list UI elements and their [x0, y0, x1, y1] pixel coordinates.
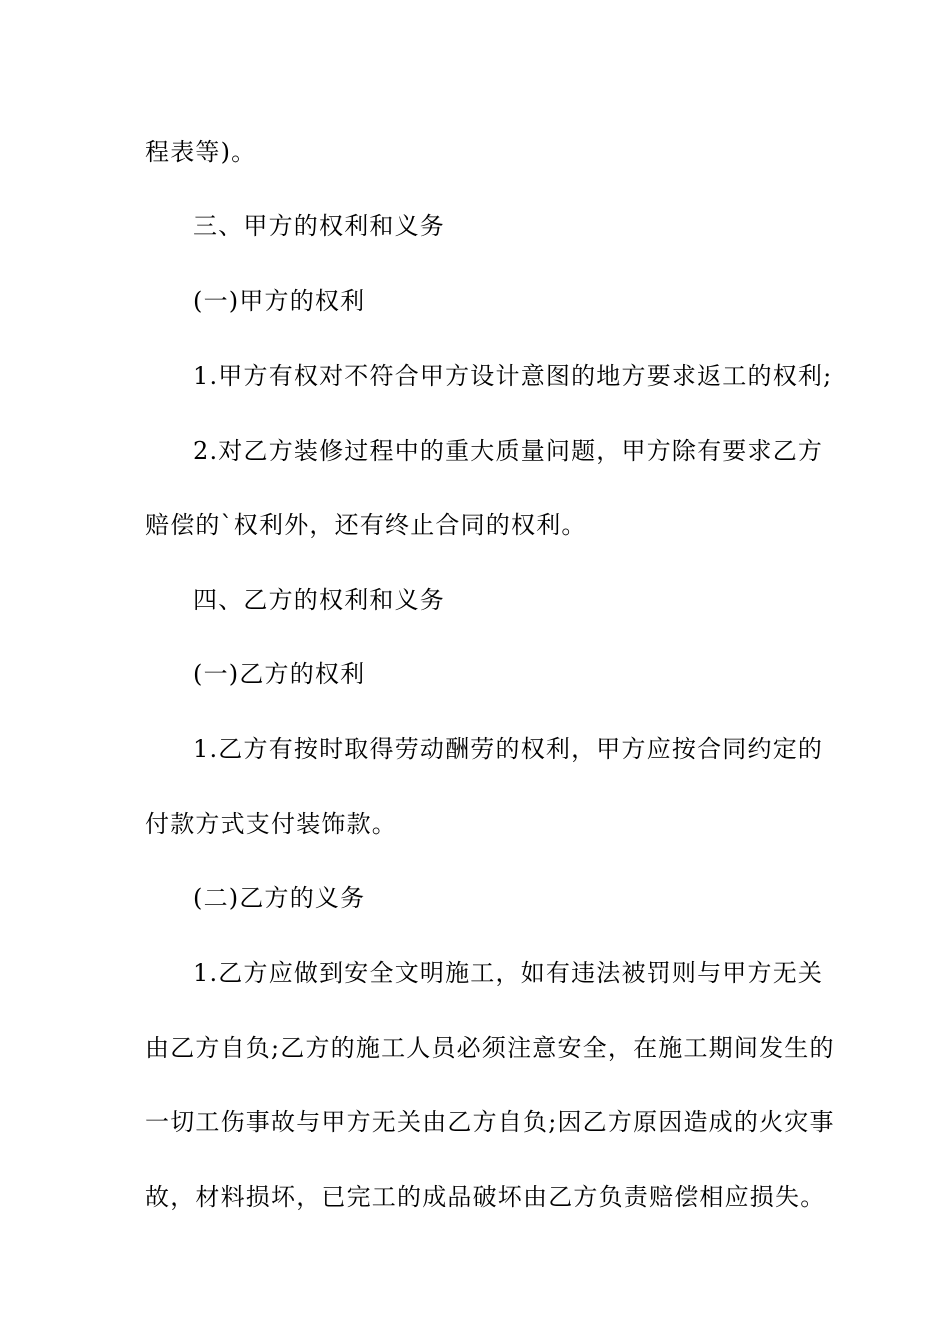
section-heading: 三、甲方的权利和义务 — [193, 212, 445, 240]
paragraph-line: 1.乙方有按时取得劳动酬劳的权利，甲方应按合同约定的 — [193, 735, 824, 763]
paragraph-line: 程表等)。 — [145, 138, 257, 166]
paragraph-line: 付款方式支付装饰款。 — [145, 810, 397, 838]
paragraph-line: 2.对乙方装修过程中的重大质量问题，甲方除有要求乙方 — [193, 437, 824, 465]
subsection-heading: (一)乙方的权利 — [193, 660, 366, 688]
paragraph-line: 赔偿的`权利外，还有终止合同的权利。 — [145, 511, 587, 539]
paragraph-line: 一切工伤事故与甲方无关由乙方自负;因乙方原因造成的火灾事 — [145, 1108, 835, 1136]
subsection-heading: (一)甲方的权利 — [193, 287, 366, 315]
paragraph-line: 由乙方自负;乙方的施工人员必须注意安全，在施工期间发生的 — [145, 1034, 835, 1062]
paragraph-line: 1.甲方有权对不符合甲方设计意图的地方要求返工的权利; — [193, 362, 833, 390]
subsection-heading: (二)乙方的义务 — [193, 884, 366, 912]
section-heading: 四、乙方的权利和义务 — [193, 586, 445, 614]
paragraph-line: 故，材料损坏，已完工的成品破坏由乙方负责赔偿相应损失。 — [145, 1183, 826, 1211]
paragraph-line: 1.乙方应做到安全文明施工，如有违法被罚则与甲方无关 — [193, 959, 824, 987]
